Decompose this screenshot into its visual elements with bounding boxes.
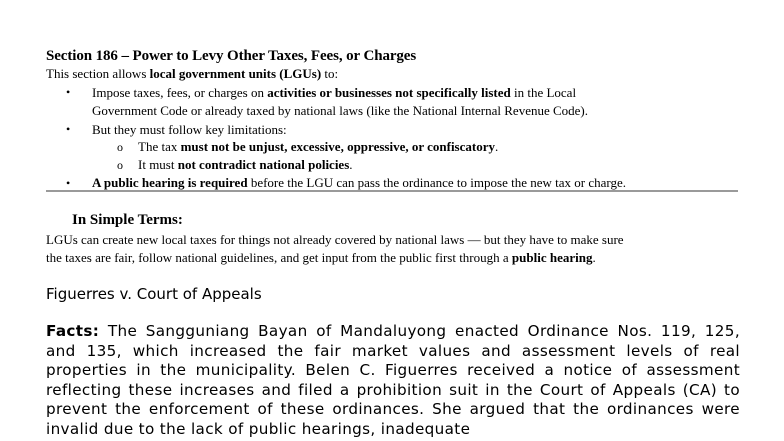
facts-label: Facts: — [46, 322, 100, 340]
simple-terms-heading: In Simple Terms: — [72, 212, 183, 228]
simple-terms-body — [46, 231, 746, 267]
sub1-text: The tax — [138, 139, 181, 154]
facts-text: The Sangguniang Bayan of Mandaluyong enacted Ordinance Nos. 119, 125, and 135, which increased the fair market values and assessment levels of real properties in the municipality. Belen C. Figuerres received a notice of assessment reflecting these increases and filed a prohibition suit in the Court of Appeals (CA) to prevent the enforcement of these ordinances. She argued that the ordinances were invalid due to the lack of public hearings, inadequate — [46, 322, 740, 438]
horizontal-rule — [46, 190, 738, 192]
simple-line-2 — [46, 249, 746, 267]
simple-line2-text: the taxes are fair, follow national guidelines, and get input from the public first through a — [46, 250, 512, 265]
bullet-marker: • — [66, 122, 71, 136]
simple-line2-end: . — [592, 250, 596, 265]
section-intro — [46, 66, 338, 82]
intro-bold: local government units (LGUs) — [149, 66, 322, 81]
bullet-item-2: But they must follow key limitations: — [92, 122, 287, 137]
simple-line2-bold: public hearing — [511, 250, 593, 265]
bullet-marker: • — [66, 176, 71, 190]
sub2-text-end: . — [349, 157, 353, 172]
intro-text-end: to: — [321, 66, 339, 81]
sub-bullet-item-2 — [138, 156, 353, 173]
sub-bullet-marker: o — [117, 158, 123, 172]
intro-text: This section allows — [46, 66, 150, 81]
bullet-item-3 — [92, 174, 626, 191]
bullet-marker: • — [66, 85, 71, 99]
section-title: Section 186 – Power to Levy Other Taxes, Fees, or Charges — [46, 48, 417, 64]
bullet3-text: before the LGU can pass the ordinance to impose the new tax or charge. — [247, 175, 626, 190]
bullet-item-1 — [92, 84, 576, 101]
bullet1-line2: Government Code or already taxed by national laws (like the National Internal Revenue Code). — [92, 103, 588, 118]
bullet1-text-end: in the Local — [510, 85, 577, 100]
case-facts — [46, 322, 740, 440]
sub2-bold: not contradict national policies — [177, 157, 350, 172]
sub-bullet-item-1 — [138, 138, 498, 155]
bullet1-text: Impose taxes, fees, or charges on — [92, 85, 268, 100]
sub-bullet-marker: o — [117, 140, 123, 154]
bullet1-bold: activities or businesses not specifically listed — [267, 85, 511, 100]
simple-line-1: LGUs can create new local taxes for things not already covered by national laws — but they have to make sure — [46, 232, 624, 247]
sub2-text: It must — [138, 157, 178, 172]
case-title: Figuerres v. Court of Appeals — [46, 285, 262, 303]
bullet3-bold: A public hearing is required — [92, 175, 248, 190]
sub1-bold: must not be unjust, excessive, oppressive, or confiscatory — [180, 139, 495, 154]
sub1-text-end: . — [495, 139, 499, 154]
